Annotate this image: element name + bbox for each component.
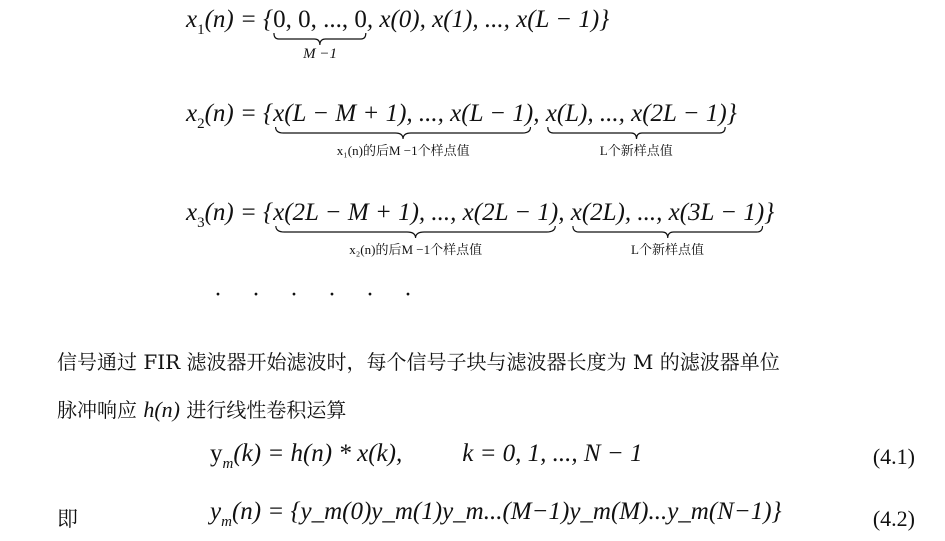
paragraph-line-1: 信号通过 FIR 滤波器开始滤波时，每个信号子块与滤波器长度为 M 的滤波器单位 <box>57 350 780 374</box>
x3-sep: , <box>558 199 571 226</box>
underbrace-icon <box>273 225 558 239</box>
x3-lhs-sub: 3 <box>197 215 205 231</box>
x2-label-a: x₁(n)的后M −1个样点值 <box>336 143 470 158</box>
eq42-lhs-sub: m <box>221 514 232 530</box>
x3-part-a: x(2L − M + 1), ..., x(2L − 1) <box>273 199 559 226</box>
x1-rest: , x(0), x(1), ..., x(L − 1)} <box>366 6 610 33</box>
x2-part-a-underbrace <box>273 100 534 158</box>
equation-x2 <box>186 100 737 158</box>
x1-zeros-underbrace <box>273 6 367 62</box>
paragraph-h-n: h(n) <box>143 397 181 422</box>
x1-lhs: x <box>186 6 198 33</box>
underbrace-icon <box>273 126 533 140</box>
equation-number-4-1: (4.1) <box>872 444 915 469</box>
eq41-lhs-sub: m <box>222 456 234 472</box>
x2-label-b: L个新样点值 <box>599 143 673 158</box>
x3-part-b-underbrace <box>570 199 765 257</box>
x3-part-b: x(2L), ..., x(3L − 1) <box>570 199 765 226</box>
x3-label-b: L个新样点值 <box>631 242 704 257</box>
underbrace-icon <box>546 126 727 140</box>
x2-sep: , <box>533 100 546 127</box>
x3-label-a: x₂(n)的后M −1个样点值 <box>349 242 483 257</box>
equation-number-4-2: (4.2) <box>872 506 915 531</box>
underbrace-icon <box>571 225 764 239</box>
equation-x3 <box>186 199 775 257</box>
x1-zeros: 0, 0, ..., 0 <box>273 6 367 33</box>
paragraph-line-2a: 脉冲响应 <box>57 398 144 422</box>
x3-lhs-arg: (n) = { <box>204 199 274 226</box>
eq42-prefix: 即 <box>57 507 78 531</box>
eq42-body: (n) = {y_m(0)y_m(1)y_m...(M−1)y_m(M)...y_m(N−1)} <box>231 498 782 525</box>
x2-lhs-arg: (n) = { <box>204 100 274 127</box>
ellipsis: · · · · · · <box>214 282 424 308</box>
x2-close: } <box>726 100 737 127</box>
eq41-body: (k) = h(n) * x(k), <box>233 440 403 467</box>
equation-4-2 <box>210 498 782 530</box>
x2-part-b-underbrace <box>545 100 727 158</box>
eq42-lhs: y <box>210 498 222 525</box>
x1-lhs-sub: 1 <box>197 22 205 38</box>
equation-x1 <box>186 6 610 62</box>
equation-4-1 <box>210 440 643 472</box>
x1-brace-label: M −1 <box>303 46 337 62</box>
x2-part-b: x(L), ..., x(2L − 1) <box>545 100 727 127</box>
x3-lhs: x <box>186 199 198 226</box>
x1-lhs-arg: (n) = { <box>204 6 274 33</box>
underbrace-icon <box>273 32 367 46</box>
x3-close: } <box>764 199 775 226</box>
x2-lhs-sub: 2 <box>197 116 205 132</box>
paragraph-line-2b: 进行线性卷积运算 <box>180 398 347 422</box>
paragraph-line-2 <box>57 394 346 423</box>
eq41-condition: k = 0, 1, ..., N − 1 <box>462 440 643 467</box>
x2-part-a: x(L − M + 1), ..., x(L − 1) <box>273 100 534 127</box>
x3-part-a-underbrace <box>273 199 559 257</box>
x2-lhs: x <box>186 100 198 127</box>
eq41-lhs: y <box>210 440 223 467</box>
